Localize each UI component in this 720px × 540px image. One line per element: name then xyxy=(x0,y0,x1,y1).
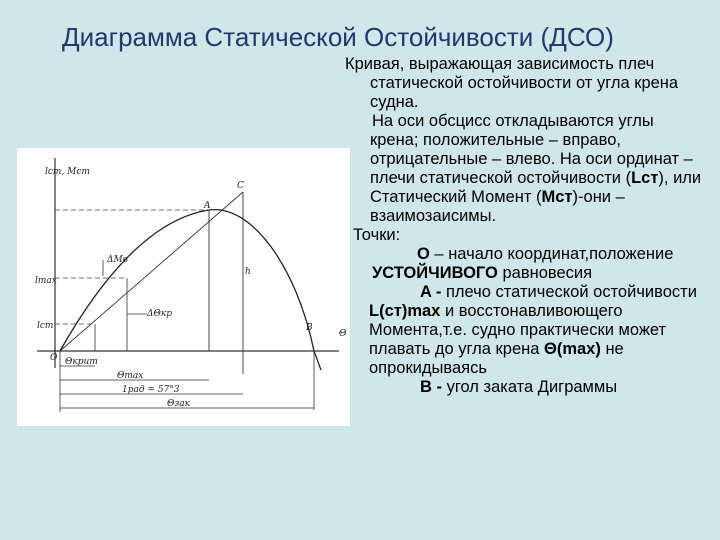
point-o-text xyxy=(345,245,705,283)
point-a-text xyxy=(345,283,705,378)
stability-diagram-figure xyxy=(17,148,350,426)
paragraph-axes xyxy=(345,112,705,226)
label-h: h xyxy=(245,267,251,277)
label-lst: lст xyxy=(37,321,54,331)
point-b-desc: угол заката Диграммы xyxy=(442,378,618,396)
label-one-rad: 1рад = 57°3 xyxy=(122,385,180,395)
label-delta-mv: ΔMв xyxy=(107,255,128,265)
point-a-desc: плечо статической остойчивости xyxy=(441,283,697,301)
point-o-label: О xyxy=(417,245,430,263)
stability-diagram xyxy=(17,148,350,426)
point-o-end: равновесия xyxy=(497,264,593,282)
label-theta-max: Θmax xyxy=(117,371,144,381)
mst-bold: Mст xyxy=(541,188,573,206)
point-o-bold: УСТОЙЧИВОГО xyxy=(372,264,498,282)
axes-text: На оси обсцисс откладываются углы крена; положительные – вправо, отрицательные – влево. На оси ординат –плечи статической остойчивости ( xyxy=(370,112,693,187)
stability-curve xyxy=(60,210,321,370)
point-a-end: не опрокидываясь xyxy=(369,340,624,377)
description-text xyxy=(345,55,705,397)
point-b-label: B - xyxy=(420,378,442,396)
label-origin: O xyxy=(50,353,58,363)
page-title: Диаграмма Статической Остойчивости (ДСО) xyxy=(62,22,614,52)
label-lmax: lmax xyxy=(35,276,57,286)
paragraph-curve: Кривая, выражающая зависимость плеч статической остойчивости от угла крена судна. xyxy=(345,55,679,111)
point-a-bold2: Θ(max) xyxy=(544,340,601,358)
lst-bold: Lст xyxy=(631,169,659,187)
tangent-line xyxy=(60,192,243,351)
axes-mid: ), или Статический Момент ( xyxy=(370,169,702,206)
label-theta-axis: Θ xyxy=(339,329,347,339)
point-a-label: A - xyxy=(420,283,442,301)
label-b: B xyxy=(306,323,313,333)
point-a-bold: L(ст)max xyxy=(369,302,441,320)
label-theta-zak: Θзак xyxy=(167,399,191,409)
point-a-desc2: и восстонавливоющего Момента,т.е. судно практически может плавать до угла крена xyxy=(369,302,667,358)
axes-end: )-они – взаимозаисимы. xyxy=(370,188,625,225)
point-b-text xyxy=(345,378,705,397)
point-o-desc: – начало координат,положение xyxy=(429,245,674,263)
label-y-axis: lст, Mст xyxy=(45,167,90,177)
points-heading: Точки: xyxy=(353,226,401,244)
label-theta-crit: Θкрит xyxy=(65,357,98,367)
label-c: C xyxy=(237,181,244,191)
label-a: A xyxy=(204,201,211,211)
label-delta-theta: ΔΘкр xyxy=(147,309,173,319)
